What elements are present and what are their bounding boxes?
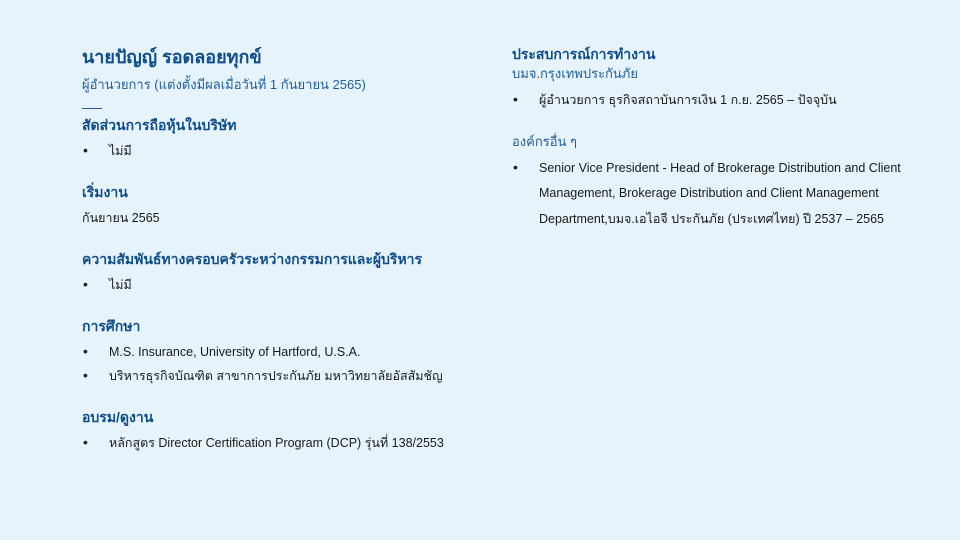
bullet-icon: • xyxy=(83,276,88,292)
person-name: นายปัญญ์ รอดลอยทุกข์ xyxy=(82,47,262,67)
start-date: กันยายน 2565 xyxy=(82,211,160,225)
list-item: • M.S. Insurance, University of Hartford, U.S.A. xyxy=(82,340,482,364)
company-name: บมจ.กรุงเทพประกันภัย xyxy=(512,66,638,81)
bullet-icon: • xyxy=(83,434,88,450)
training-heading: อบรม/ดูงาน xyxy=(82,409,154,425)
list-item: • ไม่มี xyxy=(82,139,482,163)
start-heading: เริ่มงาน xyxy=(82,184,128,200)
bullet-icon: • xyxy=(513,91,518,107)
shareholding-section xyxy=(82,115,482,163)
shareholding-heading: สัดส่วนการถือหุ้นในบริษัท xyxy=(82,117,237,133)
bullet-icon: • xyxy=(83,142,88,158)
family-heading: ความสัมพันธ์ทางครอบครัวระหว่างกรรมการและผู้บริหาร xyxy=(82,251,423,267)
family-section xyxy=(82,249,482,297)
start-section xyxy=(82,182,482,230)
list-item: • ไม่มี xyxy=(82,273,482,297)
list-item: • Senior Vice President - Head of Brokerage Distribution and Client Management, Brokerage Distribution and Client Management Department,บมจ.เอไอจี ประกันภัย (ประเทศไทย) ปี 2537 – 2565 xyxy=(512,156,932,233)
profile-column xyxy=(82,44,482,474)
education-section xyxy=(82,316,482,388)
position-title: ผู้อำนวยการ (แต่งตั้งมีผลเมื่อวันที่ 1 กันยายน 2565) xyxy=(82,77,366,92)
education-heading: การศึกษา xyxy=(82,318,141,334)
experience-heading: ประสบการณ์การทำงาน xyxy=(512,46,656,62)
training-section xyxy=(82,407,482,455)
other-org-heading: องค์กรอื่น ๆ xyxy=(512,133,577,149)
divider xyxy=(82,108,102,109)
list-item: • บริหารธุรกิจบัณฑิต สาขาการประกันภัย มหาวิทยาลัยอัสสัมชัญ xyxy=(82,364,482,388)
experience-current xyxy=(512,44,932,114)
bullet-icon: • xyxy=(83,367,88,383)
bullet-icon: • xyxy=(513,158,518,175)
bullet-icon: • xyxy=(83,343,88,359)
experience-column xyxy=(512,44,932,250)
list-item: • ผู้อำนวยการ ธุรกิจสถาบันการเงิน 1 ก.ย. 2565 – ปัจจุบัน xyxy=(512,88,932,114)
list-item: • หลักสูตร Director Certification Program (DCP) รุ่นที่ 138/2553 xyxy=(82,431,482,455)
experience-other xyxy=(512,132,932,233)
